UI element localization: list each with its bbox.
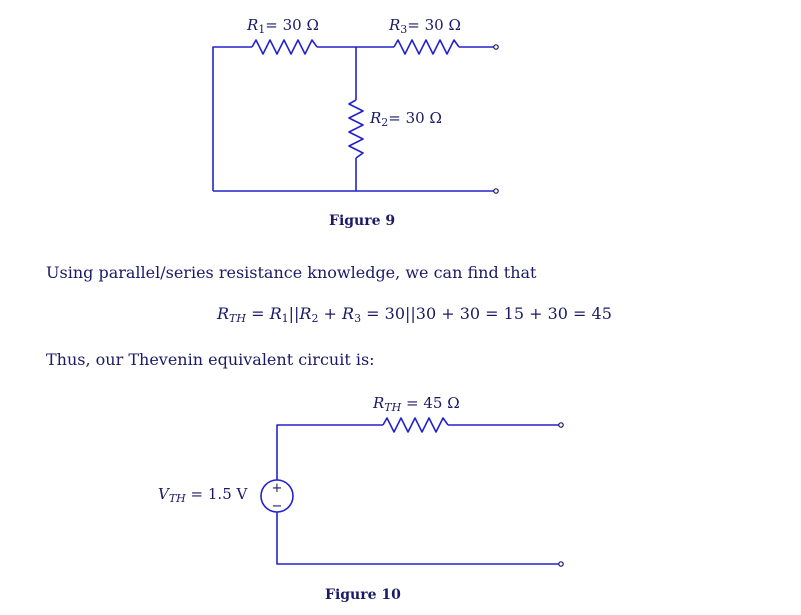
intro-paragraph: Using parallel/series resistance knowledge, we can find that xyxy=(46,263,537,282)
fig9-caption: Figure 9 xyxy=(329,213,396,229)
thus-paragraph: Thus, our Thevenin equivalent circuit is: xyxy=(46,350,375,369)
fig9-r1-label: $R_1= 30$ Ω xyxy=(247,16,319,36)
fig9-r3-label: $R_3= 30$ Ω xyxy=(389,16,461,36)
fig9-r2-label: $R_2= 30$ Ω xyxy=(370,109,442,129)
fig9-resistor-r3 xyxy=(394,40,459,54)
fig10-rth-label: $R_{TH} = 45$ Ω xyxy=(373,394,460,414)
fig10-resistor-rth xyxy=(383,418,448,432)
fig9-resistor-r2 xyxy=(349,100,363,158)
fig9-terminal-top xyxy=(494,45,498,49)
fig9-wire-left-top xyxy=(213,47,252,191)
fig10-wire-top-left xyxy=(277,425,383,480)
rth-equation: $R_{TH} = R_1||R_2 + R_3 = 30||30 + 30 = 15 + 30 = 45$ xyxy=(217,304,612,325)
fig9-terminal-bottom xyxy=(494,189,498,193)
fig10-wire-bottom xyxy=(277,512,559,564)
fig10-source-plus: + xyxy=(271,481,283,496)
fig10-source-minus: − xyxy=(271,499,283,514)
fig9-resistor-r1 xyxy=(252,40,317,54)
fig10-terminal-bottom xyxy=(559,562,563,566)
fig10-vth-label: $V_{TH} = 1.5$ V xyxy=(158,485,248,505)
fig10-caption: Figure 10 xyxy=(325,587,401,603)
fig10-terminal-top xyxy=(559,423,563,427)
